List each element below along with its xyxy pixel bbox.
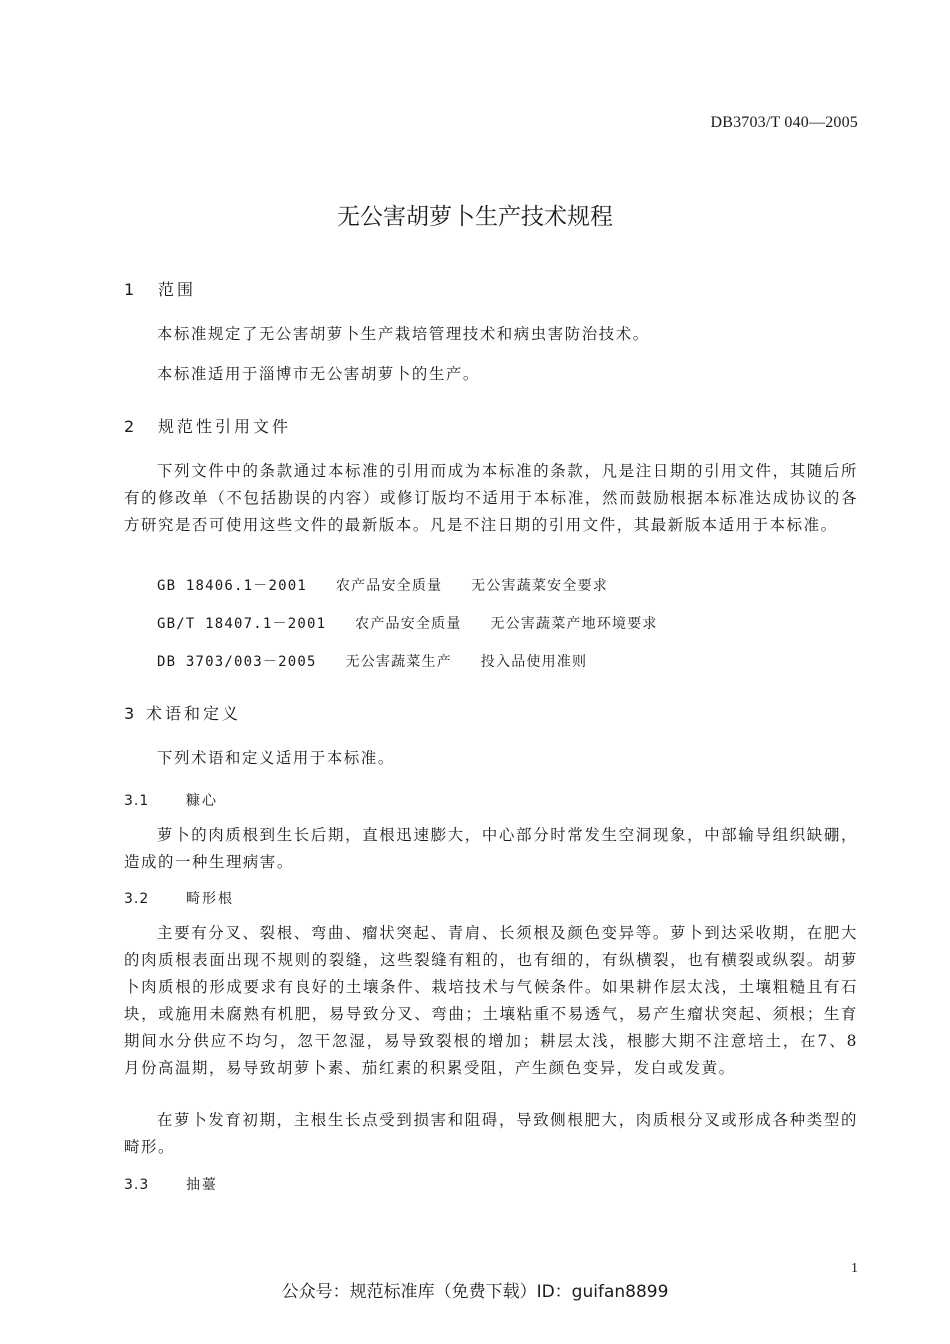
term-3-1-definition: 萝卜的肉质根到生长后期，直根迅速膨大，中心部分时常发生空洞现象，中部输导组织缺硼，造成的一种生理病害。	[124, 826, 858, 871]
section-2-heading	[124, 414, 291, 437]
section-number: 2	[124, 417, 138, 436]
term-number: 3.3	[124, 1177, 150, 1193]
term-3-3-heading	[124, 1174, 218, 1194]
section-3-heading	[124, 701, 241, 724]
reference-item: GB 18406.1－2001 农产品安全质量 无公害蔬菜安全要求	[157, 578, 608, 594]
section-2-intro: 下列文件中的条款通过本标准的引用而成为本标准的条款，凡是注日期的引用文件，其随后所有的修改单（不包括勘误的内容）或修订版均不适用于本标准，然而鼓励根据本标准达成协议的各方研究是否可使用这些文件的最新版本。凡是不注日期的引用文件，其最新版本适用于本标准。	[124, 462, 858, 534]
standard-code: DB3703/T 040—2005	[710, 114, 858, 131]
section-number: 3	[124, 704, 138, 723]
section-title: 范围	[158, 280, 197, 299]
section-3-intro: 下列术语和定义适用于本标准。	[157, 749, 395, 767]
term-3-1-heading	[124, 790, 218, 810]
document-title: 无公害胡萝卜生产技术规程	[337, 204, 613, 230]
term-3-2-paragraph-1: 主要有分叉、裂根、弯曲、瘤状突起、青肩、长须根及颜色变异等。萝卜到达采收期，在肥大的肉质根表面出现不规则的裂缝，这些裂缝有粗的，也有细的，有纵横裂，也有横裂或纵裂。胡萝卜肉质根的形成要求有良好的土壤条件、栽培技术与气候条件。如果耕作层太浅，土壤粗糙且有石块，或施用未腐熟有机肥，易导致分叉、弯曲；土壤粘重不易透气，易产生瘤状突起、须根；生育期间水分供应不均匀，忽干忽湿，易导致裂根的增加；耕层太浅，根膨大期不注意培土，在7、8月份高温期，易导致胡萝卜素、茄红素的积累受阻，产生颜色变异，发白或发黄。	[124, 924, 858, 1077]
section-number: 1	[124, 280, 138, 299]
term-title: 畸形根	[186, 891, 234, 907]
term-number: 3.1	[124, 793, 150, 809]
footer-watermark-text: 公众号：规范标准库（免费下载）ID：guifan8899	[281, 1282, 669, 1302]
section-1-paragraph-1: 本标准规定了无公害胡萝卜生产栽培管理技术和病虫害防治技术。	[157, 325, 650, 343]
page-number: 1	[851, 1261, 858, 1276]
section-title: 术语和定义	[146, 704, 242, 723]
term-number: 3.2	[124, 891, 150, 907]
section-title: 规范性引用文件	[158, 417, 292, 436]
term-title: 抽薹	[186, 1177, 218, 1193]
reference-item: GB/T 18407.1－2001 农产品安全质量 无公害蔬菜产地环境要求	[157, 616, 658, 632]
term-title: 糠心	[186, 793, 218, 809]
section-1-heading	[124, 277, 196, 300]
term-3-2-heading	[124, 888, 234, 908]
reference-item: DB 3703/003－2005 无公害蔬菜生产 投入品使用准则	[157, 654, 588, 670]
term-3-2-paragraph-2: 在萝卜发育初期，主根生长点受到损害和阻碍，导致侧根肥大，肉质根分叉或形成各种类型的畸形。	[124, 1111, 858, 1156]
section-1-paragraph-2: 本标准适用于淄博市无公害胡萝卜的生产。	[157, 365, 480, 383]
